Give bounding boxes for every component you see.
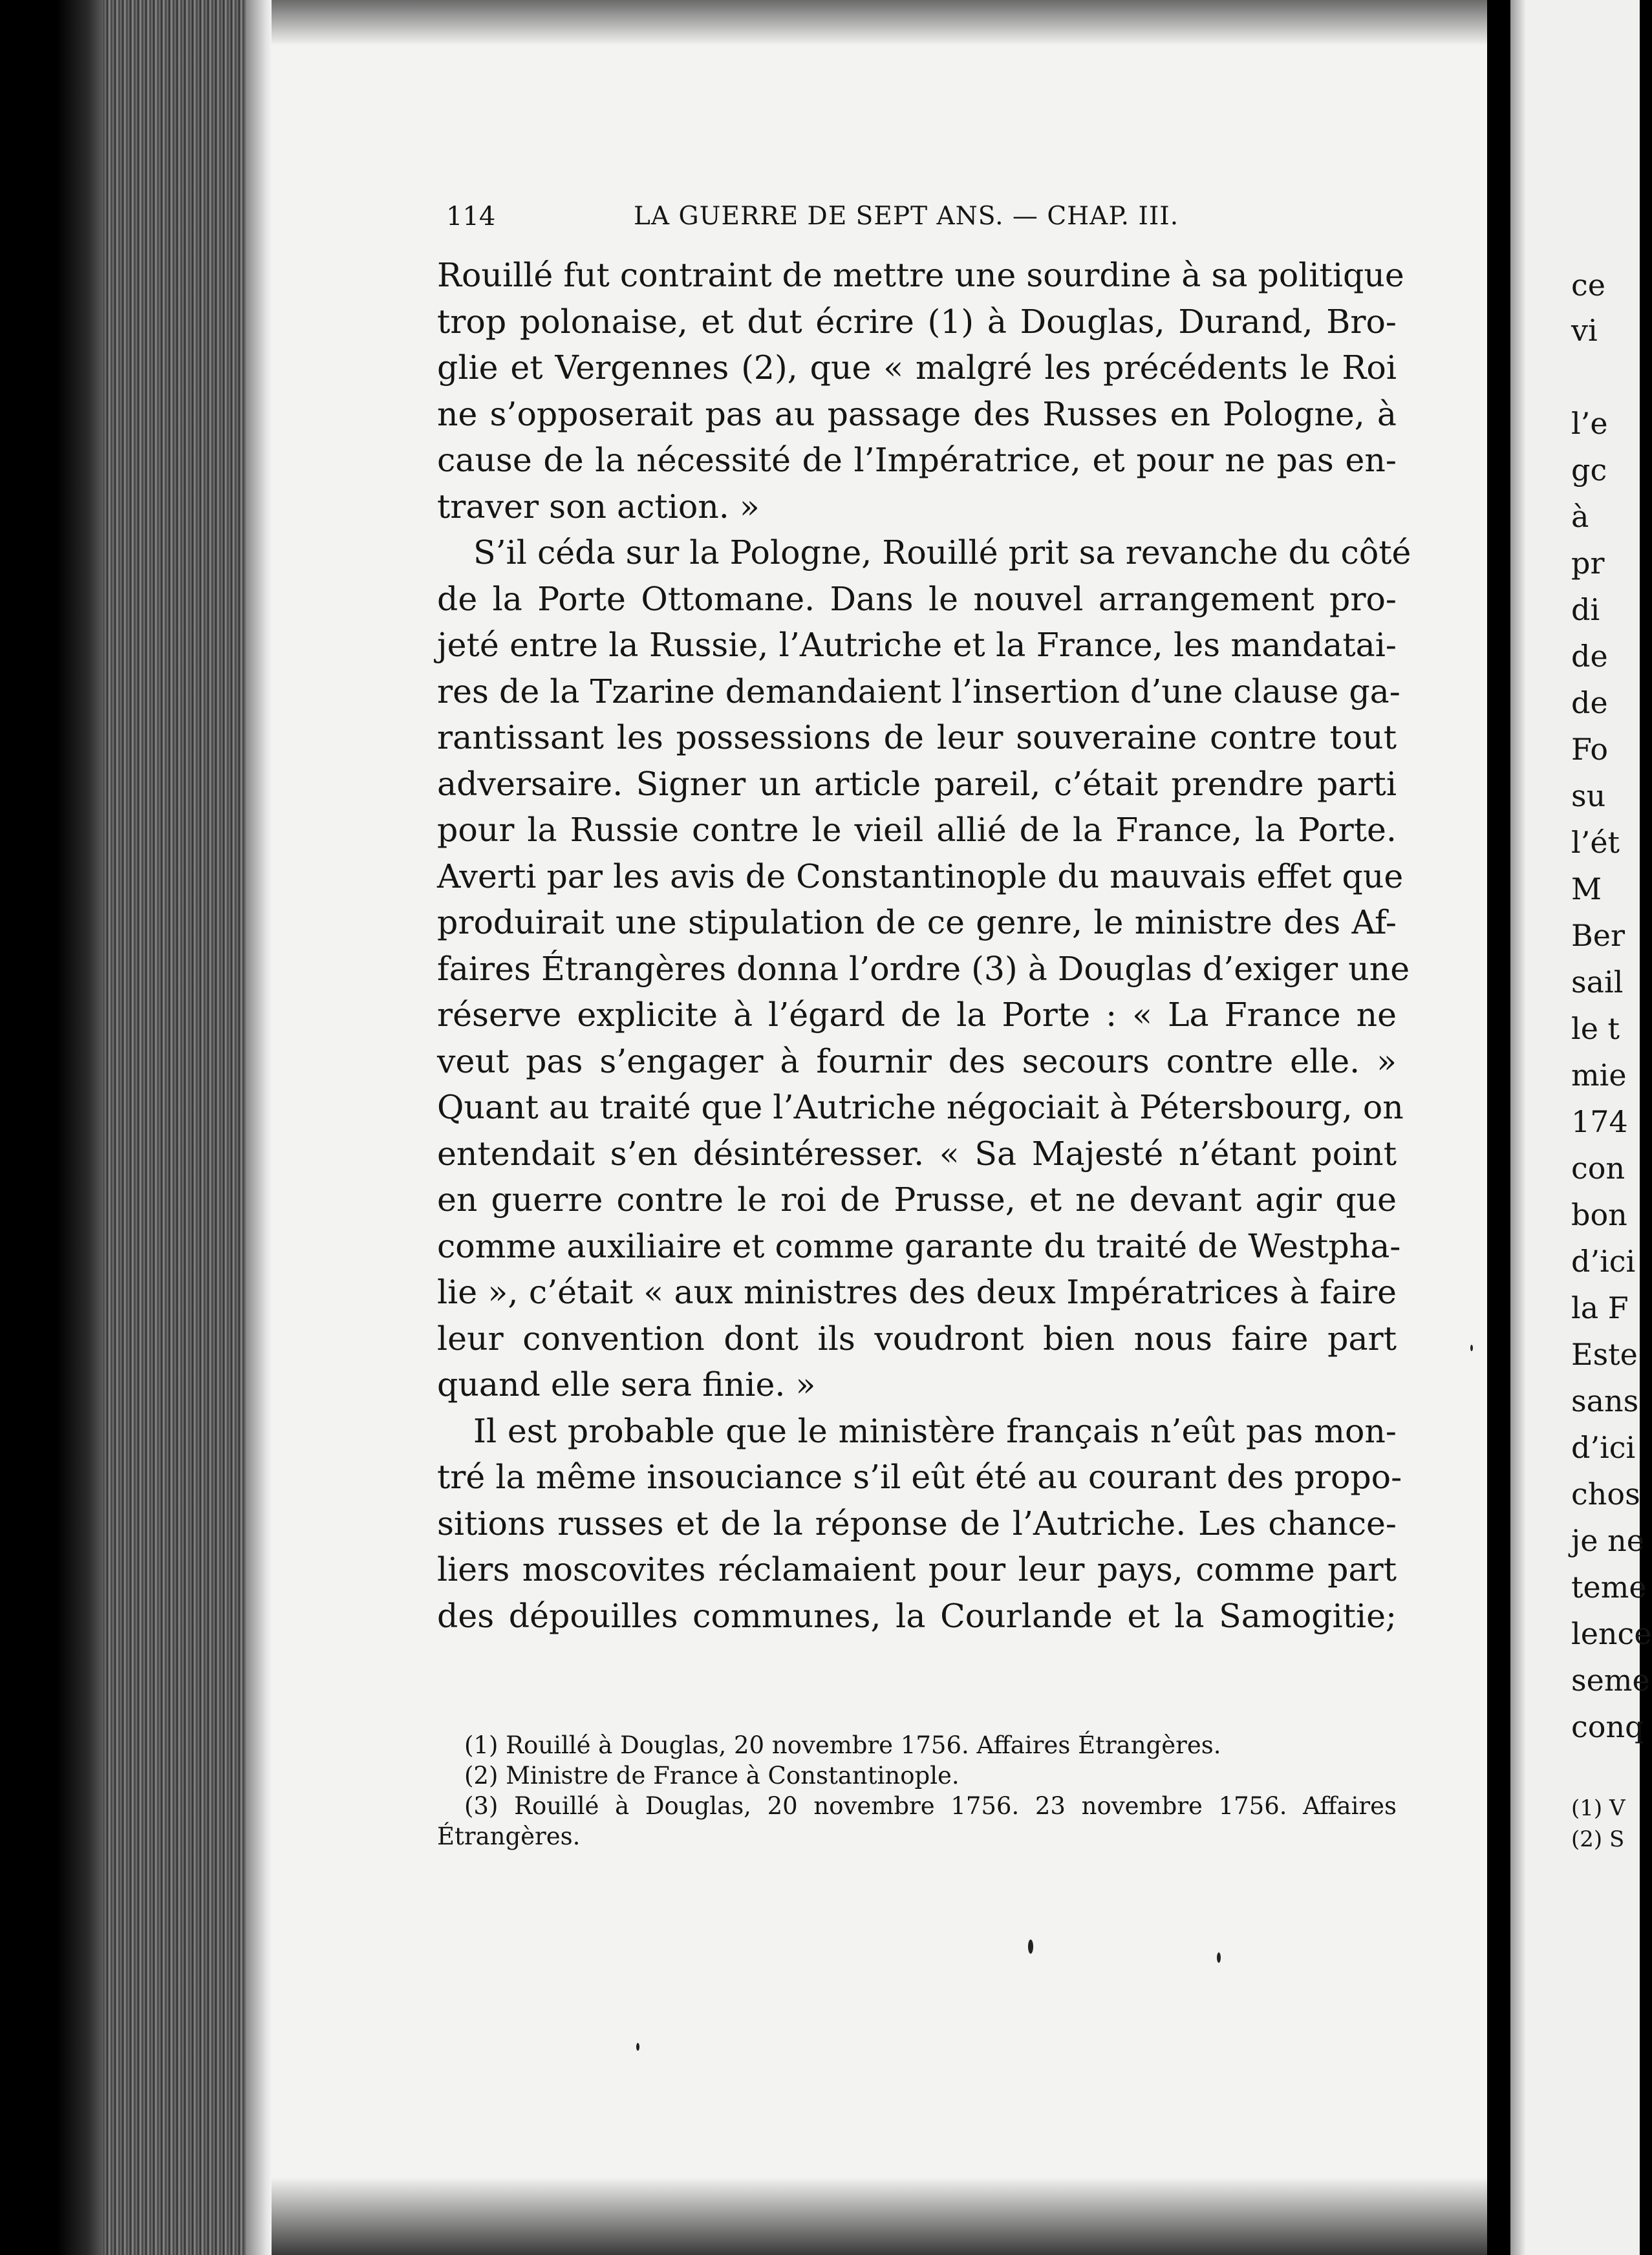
text-line: glie et Vergennes (2), que « malgré les précédents le Roi <box>437 348 1397 387</box>
text-line: quand elle sera finie. » <box>437 1365 816 1404</box>
facing-text-line: pr <box>1571 546 1605 581</box>
page-top-shadow <box>272 0 1487 45</box>
book-page-edges <box>103 0 246 2255</box>
text-line: faires Étrangères donna l’ordre (3) à Douglas d’exiger une <box>437 949 1410 988</box>
text-line: trop polonaise, et dut écrire (1) à Douglas, Durand, Bro- <box>437 302 1397 341</box>
facing-text-line: je ne <box>1571 1523 1644 1558</box>
footnote-continuation: Étrangères. <box>437 1822 581 1850</box>
text-line: en guerre contre le roi de Prusse, et ne devant agir que <box>437 1181 1397 1219</box>
text-line: pour la Russie contre le vieil allié de la France, la Porte. <box>437 811 1397 849</box>
facing-text-line: seme <box>1571 1663 1650 1698</box>
text-line: traver son action. » <box>437 487 760 526</box>
text-line: sitions russes et de la réponse de l’Autriche. Les chance- <box>437 1504 1397 1543</box>
facing-text-line: de <box>1571 639 1608 674</box>
facing-text-line: sans <box>1571 1384 1639 1418</box>
facing-text-line: à <box>1571 499 1589 534</box>
facing-text-line: de <box>1571 685 1608 720</box>
footnotes <box>437 1730 1397 1852</box>
footnote: (3) Rouillé à Douglas, 20 novembre 1756. 23 novembre 1756. Affaires <box>464 1792 1397 1820</box>
scan-speck <box>1028 1940 1033 1954</box>
scan-border-left <box>0 0 103 2255</box>
facing-page-shadow <box>1510 0 1526 2255</box>
page-bottom-shadow <box>272 2177 1487 2255</box>
facing-footnote: (1) V <box>1571 1795 1625 1821</box>
facing-text-line: Fo <box>1571 732 1609 767</box>
facing-text-line: 174 <box>1571 1104 1628 1139</box>
footnote: (1) Rouillé à Douglas, 20 novembre 1756. Affaires Étrangères. <box>464 1731 1221 1759</box>
book-edge-shadow <box>246 0 272 2255</box>
text-line: Averti par les avis de Constantinople du mauvais effet que <box>437 857 1404 895</box>
facing-text-line: l’ét <box>1571 825 1620 860</box>
facing-text-line: bon <box>1571 1197 1627 1232</box>
text-line: liers moscovites réclamaient pour leur pays, comme part <box>437 1550 1397 1588</box>
facing-text-line: d’ici <box>1571 1430 1636 1465</box>
book-gutter <box>1487 0 1510 2255</box>
facing-text-line: le t <box>1571 1011 1620 1046</box>
text-line: ne s’opposerait pas au passage des Russes en Pologne, à <box>437 394 1397 433</box>
text-line: lie », c’était « aux ministres des deux Impératrices à faire <box>437 1273 1397 1311</box>
scan-speck <box>1217 1952 1221 1963</box>
text-line: veut pas s’engager à fournir des secours contre elle. » <box>437 1042 1397 1080</box>
facing-text-line: teme <box>1571 1570 1647 1605</box>
facing-page-fragment <box>1510 0 1652 2255</box>
text-line: produirait une stipulation de ce genre, le ministre des Af- <box>437 903 1397 941</box>
facing-text-line: d’ici <box>1571 1244 1636 1279</box>
text-line: adversaire. Signer un article pareil, c’était prendre parti <box>437 764 1397 803</box>
text-line: tré la même insouciance s’il eût été au courant des propo- <box>437 1458 1402 1496</box>
facing-text-line: lence <box>1571 1616 1652 1651</box>
facing-footnote: (2) S <box>1571 1826 1625 1852</box>
facing-text-line: su <box>1571 778 1606 813</box>
facing-text-line: M <box>1571 871 1602 906</box>
text-line: Quant au traité que l’Autriche négociait à Pétersbourg, on <box>437 1088 1404 1126</box>
facing-text-line: ce <box>1571 268 1605 303</box>
scan-speck <box>636 2043 639 2051</box>
text-line: jeté entre la Russie, l’Autriche et la France, les mandatai- <box>437 626 1397 664</box>
body-text <box>437 252 1411 1639</box>
text-line: de la Porte Ottomane. Dans le nouvel arrangement pro- <box>437 579 1397 618</box>
text-line: res de la Tzarine demandaient l’insertion d’une clause ga- <box>437 672 1400 711</box>
facing-text-line: di <box>1571 592 1600 627</box>
facing-text-line: sail <box>1571 965 1624 999</box>
text-line: S’il céda sur la Pologne, Rouillé prit sa revanche du côté <box>473 533 1411 572</box>
text-line: réserve explicite à l’égard de la Porte : « La France ne <box>437 996 1397 1034</box>
text-line: leur convention dont ils voudront bien nous faire part <box>437 1319 1397 1358</box>
text-line: comme auxiliaire et comme garante du traité de Westpha- <box>437 1226 1401 1265</box>
text-line: cause de la nécessité de l’Impératrice, et pour ne pas en- <box>437 441 1397 479</box>
text-line: rantissant les possessions de leur souveraine contre tout <box>437 718 1397 756</box>
footnote: (2) Ministre de France à Constantinople. <box>464 1762 960 1790</box>
text-line: des dépouilles communes, la Courlande et la Samogitie; <box>437 1596 1397 1635</box>
page-number: 114 <box>446 202 496 231</box>
facing-text-line: mie <box>1571 1058 1627 1093</box>
text-line: Rouillé fut contraint de mettre une sourdine à sa politique <box>437 256 1404 294</box>
facing-text-line: Ber <box>1571 918 1625 953</box>
facing-text-line: la F <box>1571 1290 1629 1325</box>
text-line: Il est probable que le ministère français n’eût pas mon- <box>473 1411 1397 1450</box>
running-head-title: LA GUERRE DE SEPT ANS. — CHAP. III. <box>634 202 1179 231</box>
text-line: entendait s’en désintéresser. « Sa Majesté n’étant point <box>437 1134 1397 1173</box>
facing-text-line: vi <box>1571 313 1598 348</box>
facing-text-line: l’e <box>1571 406 1608 441</box>
facing-text-line: chos <box>1571 1477 1640 1512</box>
facing-text-line: Este <box>1571 1337 1638 1372</box>
scan-speck <box>1470 1345 1473 1351</box>
facing-text-line: con <box>1571 1151 1625 1186</box>
facing-text-line: gc <box>1571 453 1607 487</box>
facing-text-line: conq <box>1571 1709 1644 1744</box>
